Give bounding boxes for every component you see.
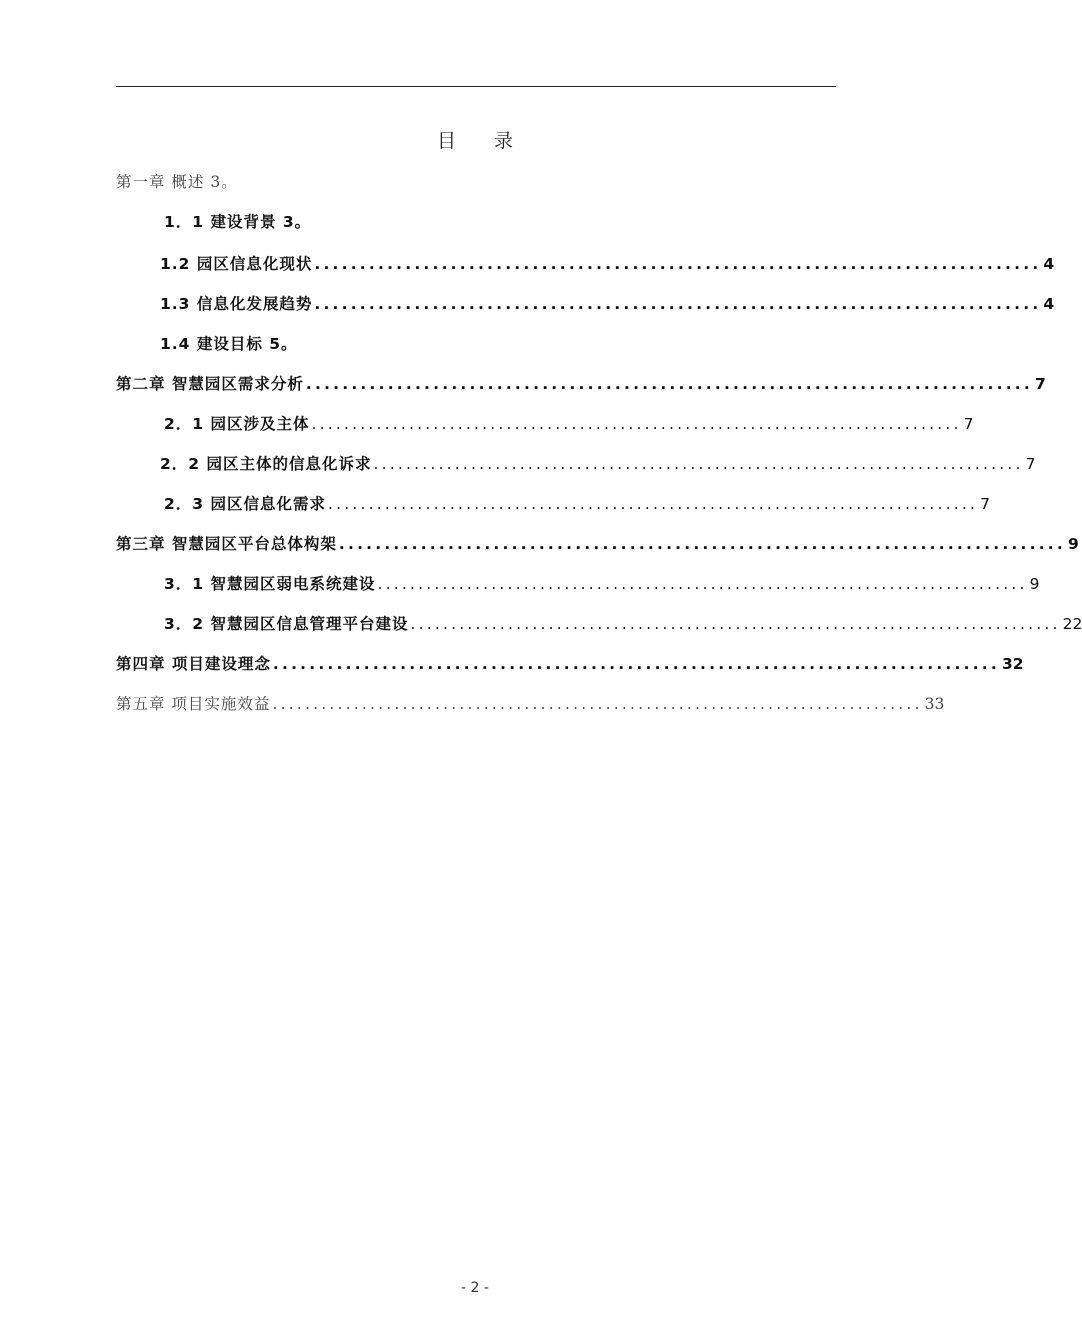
toc-entry-label: 2．3 园区信息化需求 — [164, 495, 326, 513]
toc-leader-dots: ................................................................................ — [377, 575, 1028, 593]
toc-entry-1-2[interactable] — [160, 254, 1055, 274]
toc-leader-dots: ................................................................................ — [314, 295, 1042, 313]
toc-entry-1-1[interactable] — [164, 212, 464, 232]
toc-leader-dots: ................................................................................ — [305, 375, 1033, 393]
toc-entry-2-1[interactable] — [164, 414, 974, 434]
toc-entry-1-4[interactable] — [160, 334, 460, 354]
toc-entry-2-3[interactable] — [164, 494, 991, 514]
toc-entry-label: 1．1 建设背景 3。 — [164, 213, 312, 231]
toc-entry-page: 22 — [1062, 615, 1082, 633]
toc-entry-label: 1.4 建设目标 5。 — [160, 335, 298, 353]
toc-leader-dots: ................................................................................ — [311, 415, 962, 433]
toc-leader-dots: ................................................................................ — [272, 695, 923, 713]
toc-entry-page: 7 — [1025, 455, 1036, 473]
toc-entry-page: 4 — [1043, 255, 1055, 273]
toc-entry-page: 32 — [1001, 655, 1024, 673]
toc-entry-label: 第四章 项目建设理念 — [116, 655, 271, 673]
toc-entry-chapter-2[interactable] — [116, 374, 1046, 394]
toc-entry-label: 第二章 智慧园区需求分析 — [116, 375, 304, 393]
toc-entry-page: 4 — [1043, 295, 1055, 313]
toc-leader-dots: ................................................................................ — [272, 655, 1000, 673]
toc-leader-dots: ................................................................................ — [338, 535, 1066, 553]
toc-entry-page: 7 — [1034, 375, 1046, 393]
toc-entry-3-2[interactable] — [164, 614, 1082, 634]
toc-leader-dots: ................................................................................ — [373, 455, 1024, 473]
toc-entry-label: 第三章 智慧园区平台总体构架 — [116, 535, 337, 553]
page-number: - 2 - — [461, 1280, 489, 1296]
toc-leader-dots: ................................................................................ — [314, 255, 1042, 273]
toc-entry-1-3[interactable] — [160, 294, 1055, 314]
header-rule — [116, 86, 836, 87]
toc-entry-label: 3．1 智慧园区弱电系统建设 — [164, 575, 376, 593]
toc-entry-label: 3．2 智慧园区信息管理平台建设 — [164, 615, 409, 633]
toc-entry-chapter-3[interactable] — [116, 534, 1079, 554]
toc-entry-page: 9 — [1029, 575, 1040, 593]
toc-entry-chapter-1[interactable] — [116, 172, 416, 192]
toc-entry-3-1[interactable] — [164, 574, 1040, 594]
toc-entry-label: 2．2 园区主体的信息化诉求 — [160, 455, 372, 473]
toc-entry-label: 第五章 项目实施效益 — [116, 695, 271, 713]
toc-leader-dots: ................................................................................ — [410, 615, 1061, 633]
toc-entry-2-2[interactable] — [160, 454, 1036, 474]
toc-entry-chapter-4[interactable] — [116, 654, 1024, 674]
toc-entry-label: 第一章 概述 3。 — [116, 173, 238, 191]
toc-entry-page: 7 — [963, 415, 974, 433]
toc-entry-label: 1.2 园区信息化现状 — [160, 255, 313, 273]
toc-entry-page: 33 — [924, 695, 945, 713]
toc-entry-chapter-5[interactable] — [116, 694, 945, 714]
toc-entry-page: 7 — [980, 495, 991, 513]
toc-entry-label: 1.3 信息化发展趋势 — [160, 295, 313, 313]
toc-title: 目 录 — [436, 130, 530, 152]
toc-leader-dots: ................................................................................ — [327, 495, 979, 513]
toc-entry-label: 2．1 园区涉及主体 — [164, 415, 310, 433]
toc-entry-page: 9 — [1067, 535, 1079, 553]
